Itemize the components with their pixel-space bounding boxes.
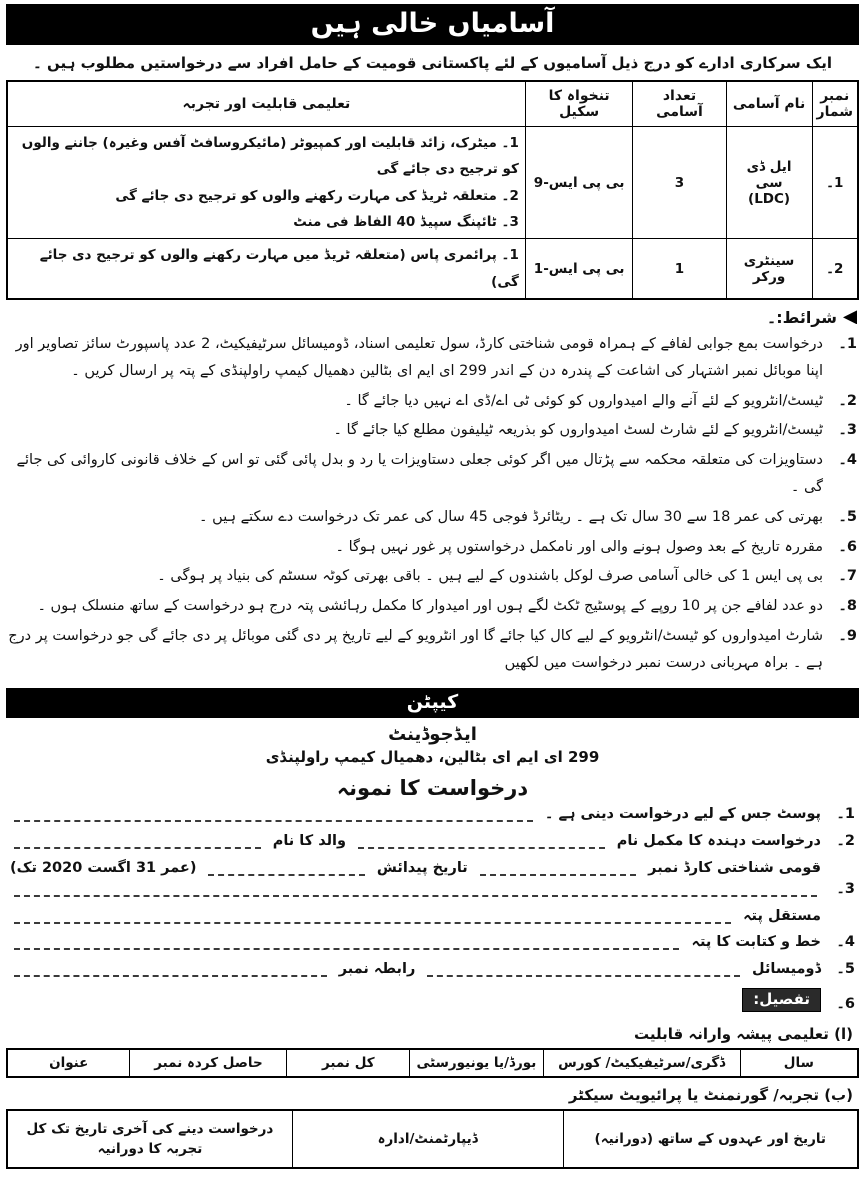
intro-text: ایک سرکاری ادارے کو درج ذیل آسامیوں کے لئے پاکستانی قومیت کے حامل افراد سے درخواستیں مطلوب ہیں ۔ [32,54,833,72]
qualification-line: 2۔ متعلقہ ٹریڈ کی مہارت رکھنے والوں کو ترجیح دی جائے گی [115,187,519,204]
form-subline [10,908,821,924]
conditions-label: شرائط:۔ [766,307,837,327]
qualification-line: 1۔ میٹرک، زائد قابلیت اور کمپیوٹر (مائیکروسافٹ آفس وغیرہ) جاننے والوں کو ترجیح دی جائے گی [21,135,519,178]
dashed-fill-line [208,865,364,876]
form-subline [10,886,821,897]
row1-qualifications [7,127,525,239]
education-section-label: (ا) تعلیمی پیشہ وارانہ قابلیت [633,1024,853,1043]
condition-item [8,331,857,385]
row2-count: 1 [633,239,726,299]
form-line-3-content [10,860,821,897]
condition-text: بی پی ایس 1 کی خالی آسامی صرف لوکل باشندوں کے لیے ہیں ۔ باقی بھرتی کوٹہ سسٹم کی بنیاد پر ہوگی ۔ [157,568,823,585]
form-line-label: تاریخ پیدائش [376,859,468,876]
condition-number: 8۔ [838,598,857,615]
header-post-count: تعداد آسامی [633,81,726,127]
form-line-label: (عمر 31 اگست 2020 تک) [10,859,197,876]
row2-serial: 2۔ [812,239,858,299]
experience-section-label: (ب) تجربہ/ گورنمنٹ یا پرائیویٹ سیکٹر [568,1085,853,1104]
form-line-number: 2۔ [836,832,855,849]
page-title: آسامیاں خالی ہیں [6,4,859,45]
dashed-fill-line [427,966,740,977]
condition-number: 7۔ [838,568,857,585]
condition-item [8,388,857,415]
condition-text: بھرتی کی عمر 18 سے 30 سال تک ہے ۔ ریٹائرڈ فوجی 45 سال کی عمر تک درخواست دے سکتے ہیں ۔ [199,508,823,525]
form-line-label: پوسٹ جس کے لیے درخواست دینی ہے ۔ [544,805,821,822]
condition-text: ٹیسٹ/انٹرویو کے لئے شارٹ لسٹ امیدواروں کو بذریعہ ٹیلیفون مطلع کیا جائے گا ۔ [333,422,823,439]
row1-serial: 1۔ [812,127,858,239]
exp-col-dates-posts: تاریخ اور عہدوں کے ساتھ (دورانیہ) [563,1110,858,1169]
row1-scale: بی پی ایس-9 [525,127,633,239]
unit-address: 299 ای ایم ای بٹالین، دھمیال کیمپ راولپنڈی [265,747,600,766]
exp-col-department: ڈیپارٹمنٹ/ادارہ [292,1110,563,1169]
condition-item [8,447,857,501]
detail-label: تفصیل: [742,988,821,1012]
application-form [6,806,859,1012]
edu-col-degree: ڈگری/سرٹیفیکیٹ/ کورس [543,1049,740,1077]
condition-text: مقررہ تاریخ کے بعد وصول ہونے والی اور نامکمل درخواستوں پر غور نہیں ہوگا ۔ [335,538,823,555]
form-line-6 [10,988,855,1012]
condition-text: شارٹ امیدواروں کو ٹیسٹ/انٹرویو کے لیے کال کیا جائے گا اور انٹرویو کے لیے تاریخ پر دی گئی موبائل پر دی جائے گی جو درخواست پر درج ہے ۔ براہ مہربانی درست نمبر درخواست میں لکھیں [8,628,823,671]
condition-number: 9۔ [838,628,857,644]
exp-col-total-duration: درخواست دینے کی آخری تاریخ تک کل تجربہ کا دورانیہ [7,1110,292,1169]
form-line-3 [10,860,855,897]
form-line-number: 6۔ [836,995,855,1012]
condition-item [8,563,857,590]
experience-table [6,1109,859,1170]
condition-text: دستاویزات کی متعلقہ محکمہ سے پڑتال میں اگر کوئی جعلی دستاویزات یا رد و بدل پائی گئی تو اس کے خلاف قانونی کاروائی کی جائے گی ۔ [16,452,823,495]
header-qualification: تعلیمی قابلیت اور تجربہ [7,81,525,127]
form-line-label: مستقل پتہ [743,907,821,924]
form-line-label: درخواست دہندہ کا مکمل نام [616,832,821,849]
condition-item [8,417,857,444]
condition-number: 3۔ [838,422,857,439]
row2-scale: بی پی ایس-1 [525,239,633,299]
captain-banner: کیپٹن [6,688,859,718]
edu-col-board: بورڈ/یا یونیورسٹی [410,1049,544,1077]
form-line-4-content [10,908,821,950]
form-line-number: 4۔ [836,933,855,950]
form-line-label: ڈومیسائل [752,960,821,977]
form-line-2 [10,833,855,849]
form-line-label: رابطہ نمبر [338,960,416,977]
row2-post: سینٹری ورکر [726,239,812,299]
header-pay-scale: تنخواہ کا سکیل [525,81,633,127]
conditions-heading [8,308,857,327]
form-line-1 [10,806,855,822]
dashed-fill-line [14,939,679,950]
table-header-row [7,81,858,127]
condition-number: 2۔ [838,392,857,409]
dashed-fill-line [14,886,817,897]
condition-number: 1۔ [838,335,857,352]
form-line-label: خط و کتابت کا پتہ [691,933,821,950]
vacancies-table [6,80,859,300]
adjutant-title: ایڈجوڈینٹ [388,723,477,745]
qualification-line: 3۔ ٹائپنگ سپیڈ 40 الفاظ فی منٹ [293,213,519,230]
form-line-number: 3۔ [836,880,855,897]
application-sample-title: درخواست کا نمونہ [336,775,529,800]
form-subline [10,860,821,876]
form-line-label: قومی شناختی کارڈ نمبر [648,859,821,876]
form-line-5 [10,961,855,977]
form-line-4 [10,908,855,950]
condition-number: 4۔ [838,452,857,469]
header-serial: نمبر شمار [812,81,858,127]
edu-col-obtained-marks: حاصل کردہ نمبر [130,1049,287,1077]
condition-item [8,534,857,561]
condition-item [8,504,857,531]
row1-count: 3 [633,127,726,239]
dashed-fill-line [14,811,533,822]
form-subline [10,934,821,950]
table-row [7,127,858,239]
edu-col-year: سال [740,1049,858,1077]
dashed-fill-line [14,913,731,924]
table-row [7,239,858,299]
conditions-section [6,300,859,684]
condition-number: 6۔ [838,538,857,555]
dashed-fill-line [14,966,327,977]
form-line-number: 1۔ [836,805,855,822]
header-post-name: نام آسامی [726,81,812,127]
edu-col-total-marks: کل نمبر [287,1049,410,1077]
condition-item [8,593,857,620]
qualification-line: 1۔ پرائمری پاس (متعلقہ ٹریڈ میں مہارت رکھنے والوں کو ترجیح دی جائے گی) [39,247,519,290]
condition-text: ٹیسٹ/انٹرویو کے لئے آنے والے امیدواروں کو کوئی ٹی اے/ڈی اے نہیں دیا جائے گا ۔ [344,392,823,409]
condition-number: 5۔ [838,508,857,525]
edu-col-title: عنوان [7,1049,130,1077]
form-line-label: والد کا نام [272,832,346,849]
condition-text: دو عدد لفافے جن پر 10 روپے کے پوسٹیج ٹکٹ لگے ہوں اور امیدوار کا مکمل رہائشی پتہ درج ہو درخواست کے ساتھ منسلک ہوں ۔ [37,598,823,615]
conditions-marker-icon [843,310,857,324]
experience-header-row [7,1110,858,1169]
dashed-fill-line [14,838,261,849]
form-line-number: 5۔ [836,960,855,977]
dashed-fill-line [480,865,636,876]
condition-item [8,623,857,677]
signature-block [6,718,859,768]
row2-qualifications [7,239,525,299]
row1-post: ایل ڈی سی (LDC) [726,127,812,239]
condition-text: درخواست بمع جوابی لفافے کے ہمراہ قومی شناختی کارڈ، سول تعلیمی اسناد، ڈومیسائل سرٹیفیکیٹ، 2 عدد پاسپورٹ سائز تصاویر اور اپنا موبائل نمبر اشتہار کی اشاعت کے پندرہ دن کے اندر 299 ای ایم ای بٹالین دھمیال کیمپ راولپنڈی کے پتہ پر ارسال کریں ۔ [15,335,823,379]
dashed-fill-line [358,838,605,849]
